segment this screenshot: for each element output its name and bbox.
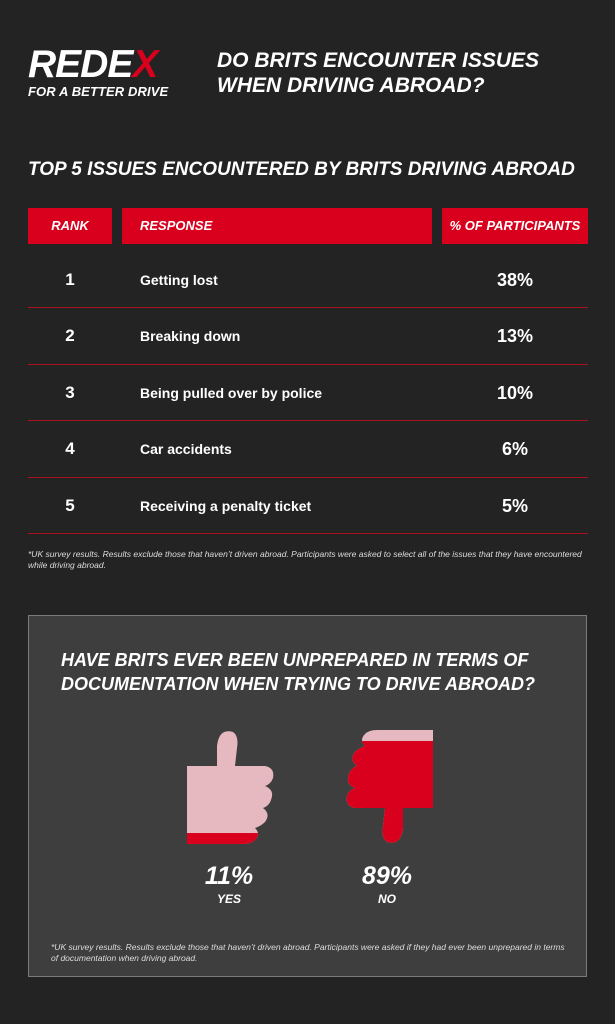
documentation-panel [28,615,587,977]
row-response: Breaking down [140,328,241,345]
row-rank: 4 [65,439,75,459]
yes-label: YES [216,892,241,906]
thumbs-down-icon [341,728,441,846]
row-percent: 10% [496,382,534,403]
panel-title: HAVE BRITS EVER BEEN UNPREPARED IN TERMS OF DOCUMENTATION WHEN TRYING TO DRIVE ABROAD? [61,650,535,694]
no-label: NO [378,892,396,906]
row-percent: 38% [496,270,534,290]
table-title: TOP 5 ISSUES ENCOUNTERED BY BRITS DRIVING ABROAD [28,159,575,180]
yes-percent-label: 11% [204,862,254,890]
logo-main: REDE [28,43,133,86]
row-rank: 3 [65,382,75,402]
issues-table [28,208,588,534]
row-rank: 5 [65,495,75,515]
table-row [28,365,588,421]
header-rank: RANK [28,208,112,244]
table-row [28,308,588,364]
header-percent: % OF PARTICIPANTS [442,208,588,244]
row-percent: 13% [496,326,534,347]
panel-footnote: *UK survey results. Results exclude those that haven’t driven abroad. Participants were asked if they had ever been unprepared in terms of documentation when driving abroad. [51,942,565,963]
logo-accent: X [132,43,158,86]
logo-tagline: FOR A BETTER DRIVE [28,84,169,99]
table-row [28,252,588,308]
no-percent-label: 89% [361,862,413,890]
yes-share-fill [179,833,279,846]
no-share-fill [341,741,441,846]
logo-wordmark [28,43,178,86]
row-rank: 1 [65,270,75,289]
row-percent: 5% [501,495,528,516]
redex-logo [28,43,178,100]
table-footnote: *UK survey results. Results exclude those that haven’t driven abroad. Participants were asked to select all of the issues that they have encountered while driving abroad. [28,549,582,570]
row-rank: 2 [65,326,75,346]
thumbs-up-fill [179,728,279,846]
row-response: Getting lost [140,272,218,288]
table-row [28,478,588,534]
table-header [28,208,588,244]
row-response: Car accidents [140,441,232,458]
page-headline: DO BRITS ENCOUNTER ISSUES WHEN DRIVING ABROAD? [217,49,540,97]
table-row [28,421,588,477]
table-body [28,252,588,534]
row-percent: 6% [501,439,528,460]
thumbs-up-icon [179,728,279,846]
header-response: RESPONSE [122,208,432,244]
row-response: Being pulled over by police [140,384,323,401]
row-response: Receiving a penalty ticket [140,497,312,514]
